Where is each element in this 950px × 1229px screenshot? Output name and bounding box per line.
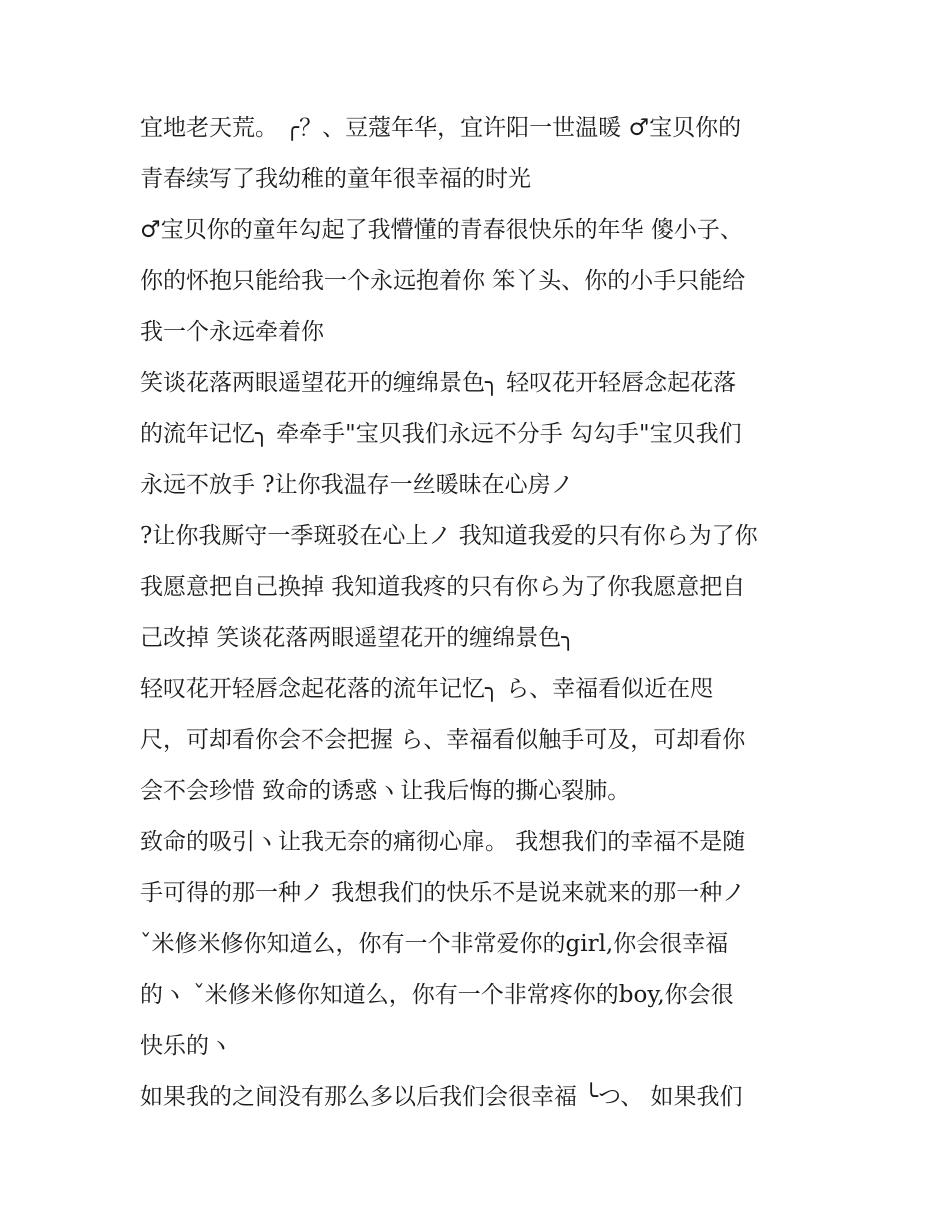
text-line: 宜地老天荒。 ╭？、豆蔻年华，宜许阳一世温暖 ♂宝贝你的 (140, 115, 742, 141)
text-line: 我一个永远牵着你 (140, 319, 324, 345)
text-line: 手可得的那一种ノ 我想我们的快乐不是说来就来的那一种ノ (140, 880, 746, 906)
text-line: ?让你我厮守一季斑驳在心上ノ 我知道我爱的只有你ら为了你 (140, 523, 758, 549)
text-line: 快乐的ヽ (140, 1033, 232, 1059)
text-line: 的流年记忆╮ 牵牵手"宝贝我们永远不分手 勾勾手"宝贝我们 (140, 421, 742, 447)
text-line: 青春续写了我幼稚的童年很幸福的时光 (140, 166, 531, 192)
body-text (140, 103, 820, 1123)
text-line: 尺，可却看你会不会把握 ら、幸福看似触手可及，可却看你 (140, 727, 746, 753)
text-line: 永远不放手 ?让你我温存一丝暖昧在心房ノ (140, 472, 574, 498)
text-line: ˇ米修米修你知道么，你有一个非常爱你的girl,你会很幸福 (140, 931, 729, 957)
text-line: 轻叹花开轻唇念起花落的流年记忆╮ ら、幸福看似近在咫 (140, 676, 714, 702)
text-line: 的ヽ ˇ米修米修你知道么，你有一个非常疼你的boy,你会很 (140, 982, 734, 1008)
text-line: 致命的吸引ヽ让我无奈的痛彻心扉。 我想我们的幸福不是随 (140, 829, 746, 855)
text-line: 我愿意把自己换掉 我知道我疼的只有你ら为了你我愿意把自 (140, 574, 746, 600)
text-line: 会不会珍惜 致命的诱惑ヽ让我后悔的撕心裂肺。 (140, 778, 631, 804)
text-line: 你的怀抱只能给我一个永远抱着你 笨丫头、你的小手只能给 (140, 268, 746, 294)
text-line: ♂宝贝你的童年勾起了我懵懂的青春很快乐的年华 傻小子、 (140, 217, 743, 243)
text-line: 己改掉 笑谈花落两眼遥望花开的缠绵景色╮ (140, 625, 576, 651)
text-line: 如果我的之间没有那么多以后我们会很幸福 ╰つ、 如果我们 (140, 1084, 743, 1110)
text-line: 笑谈花落两眼遥望花开的缠绵景色╮ 轻叹花开轻唇念起花落 (140, 370, 737, 396)
